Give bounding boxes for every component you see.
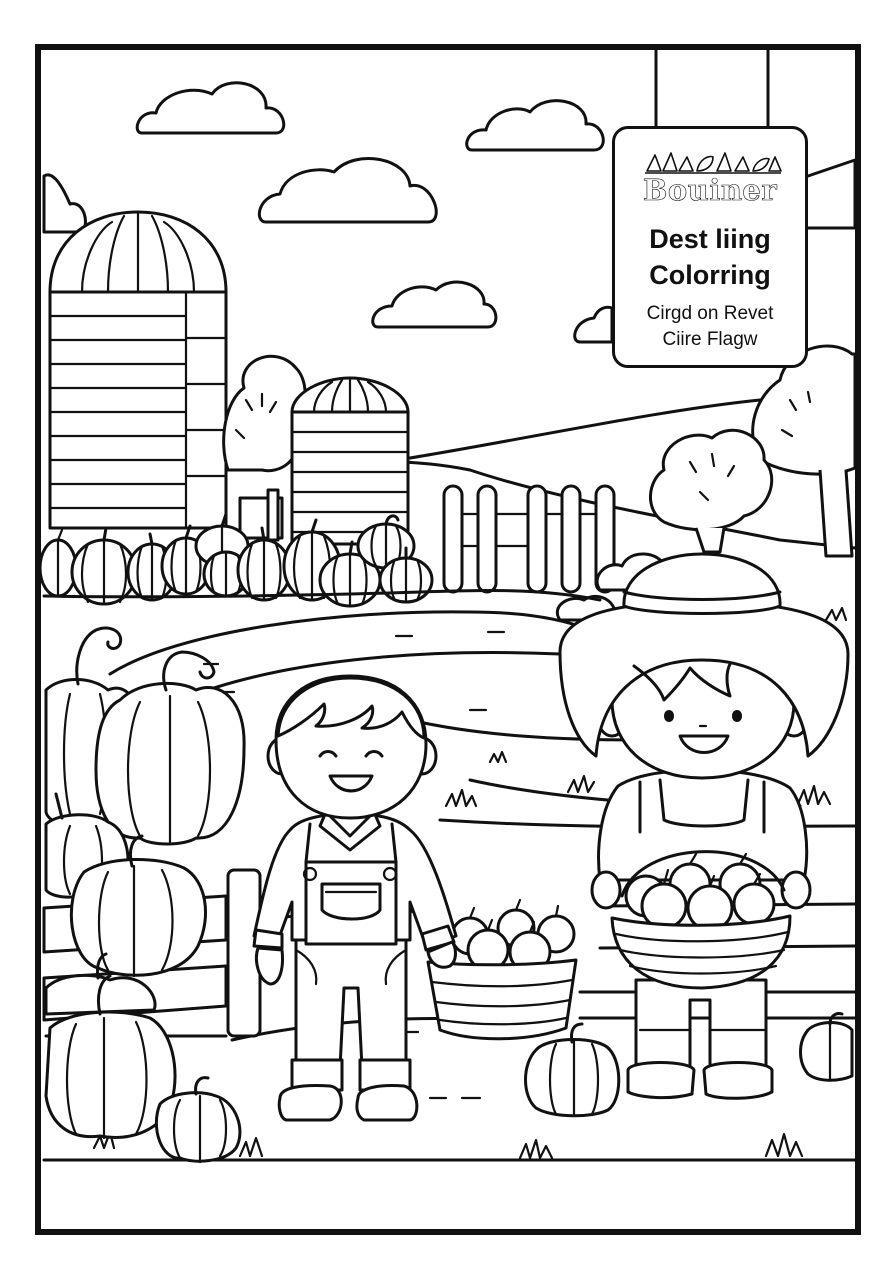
card-subtitle-line-2: Ciire Flagw	[662, 329, 758, 350]
fence-post	[240, 490, 282, 540]
card-title	[615, 221, 805, 293]
title-card	[612, 126, 808, 368]
card-title-line-1: Dest liing	[649, 224, 771, 254]
brand-text: Bouiner	[642, 173, 778, 207]
leaf-garland-icon	[643, 149, 783, 175]
silo-icon	[50, 212, 226, 528]
card-subtitle	[615, 301, 805, 353]
card-title-line-2: Colorring	[649, 260, 771, 290]
card-subtitle-line-1: Cirgd on Revet	[646, 303, 774, 324]
silo-icon	[292, 378, 408, 544]
